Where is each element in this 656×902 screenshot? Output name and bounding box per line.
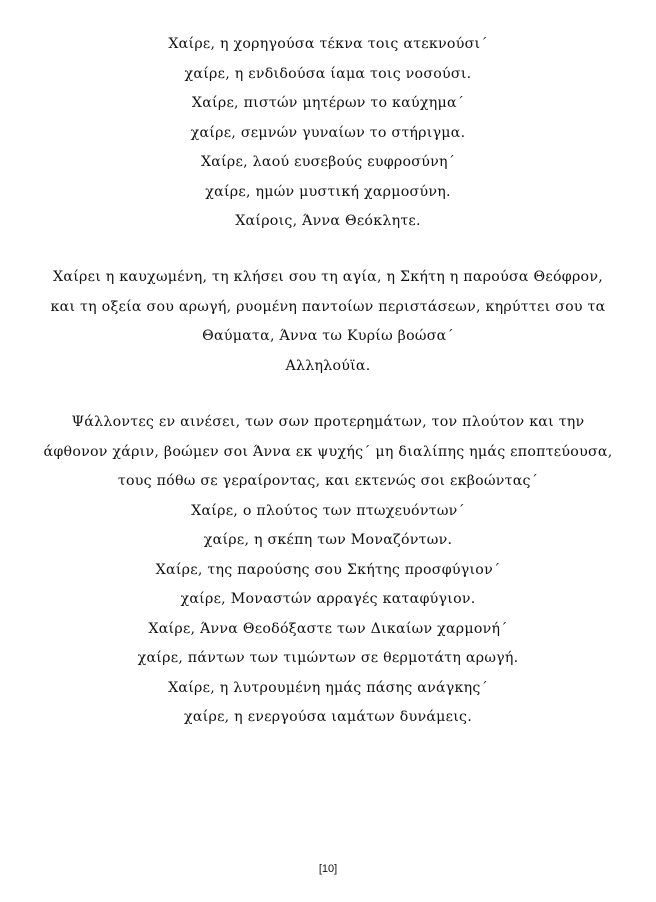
verse-line: Χαίρε, ο πλούτος των πτωχευόντων΄	[191, 502, 465, 519]
verse-line: χαίρε, η ενδιδούσα ίαμα τοις νοσούσι.	[184, 65, 472, 82]
verse-line: χαίρε, ημών μυστική χαρμοσύνη.	[205, 183, 451, 200]
verse-line: Αλληλούϊα.	[285, 357, 371, 374]
verse-line: Ψάλλοντες εν αινέσει, των σων προτερημάτων, τον πλούτον και την	[71, 414, 585, 430]
verse-line: χαίρε, η σκέπη των Μοναζόντων.	[203, 532, 453, 548]
verse-line: Χαίρε, λαού ευσεβούς ευφροσύνη΄	[200, 154, 456, 170]
verse-line: χαίρε, πάντων των τιμώντων σε θερμοτάτη αρωγή.	[137, 650, 519, 666]
verse-line: Χαίρε, πιστών μητέρων το καύχημα΄	[191, 95, 465, 111]
verse-line: χαίρε, σεμνών γυναίων το στήριγμα.	[190, 124, 466, 141]
verse-line: και τη οξεία σου αρωγή, ρυομένη παντοίων περιστάσεων, κηρύττει σου τα	[50, 298, 606, 315]
verse-line: Θαύματα, Άννα τω Κυρίω βοώσα΄	[202, 328, 454, 344]
stanza-2	[0, 263, 656, 381]
verse-line: Χαίρε, Άννα Θεοδόξαστε των Δικαίων χαρμονή΄	[148, 620, 508, 637]
stanza-1	[0, 30, 656, 237]
verse-line: Χαίρε, η λυτρουμένη ημάς πάσης ανάγκης΄	[168, 679, 488, 696]
page-number: [10]	[318, 863, 338, 875]
verse-line: Χαίρε, η χορηγούσα τέκνα τοις ατεκνούσι΄	[168, 36, 488, 52]
verse-line: άφθονον χάριν, βοώμεν σοι Άννα εκ ψυχής΄ μη διαλίπης ημάς εποπτεύουσα,	[43, 443, 613, 460]
verse-line: χαίρε, η ενεργούσα ιαμάτων δυνάμεις.	[183, 709, 472, 725]
verse-line: Χαίρει η καυχωμένη, τη κλήσει σου τη αγία, η Σκήτη η παρούσα Θεόφρον,	[53, 269, 603, 285]
verse-line: Χαίροις, Άννα Θεόκλητε.	[235, 213, 421, 229]
verse-line: τους πόθω σε γεραίροντας, και εκτενώς σοι εκβοώντας΄	[117, 473, 539, 489]
verse-line: χαίρε, Μοναστών αρραγές καταφύγιον.	[180, 591, 476, 607]
stanza-3	[0, 408, 656, 733]
verse-line: Χαίρε, της παρούσης σου Σκήτης προσφύγιον΄	[155, 561, 501, 578]
